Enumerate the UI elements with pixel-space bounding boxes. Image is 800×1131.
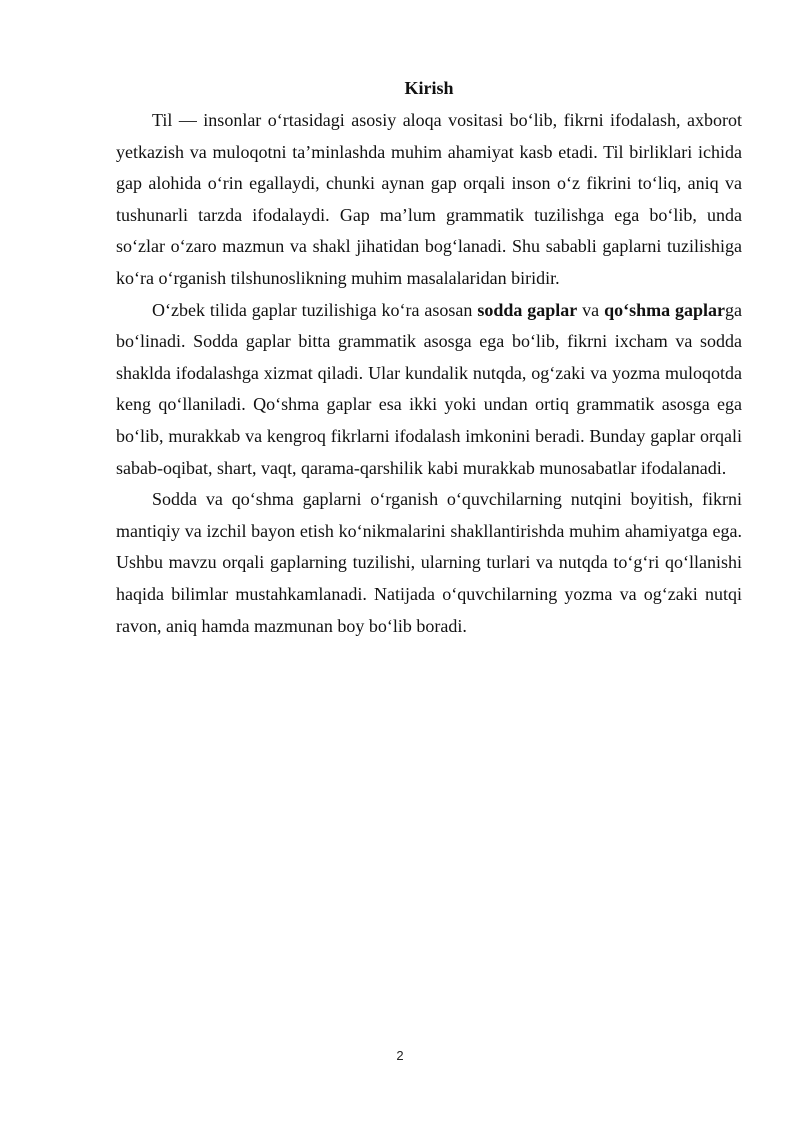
paragraph-3 [116, 484, 742, 642]
term-sodda-gaplar: sodda gaplar [477, 299, 578, 320]
page-number: 2 [396, 1048, 404, 1063]
paragraph-2-text-b: va [577, 299, 605, 320]
paragraph-3-text: Sodda va qo‘shma gaplarni o‘rganish o‘quvchilarning nutqini boyitish, fikrni mantiqiy va izchil bayon etish ko‘nikmalarini shakllantirishda muhim ahamiyatga ega. Ushbu mavzu orqali gaplarning tuzilishi, ularning turlari va nutqda to‘g‘ri qo‘llanishi haqida bilimlar mustahkamlanadi. Natijada o‘quvchilarning yozma va og‘zaki nutqi ravon, aniq hamda mazmunan boy bo‘lib boradi. [116, 489, 742, 636]
paragraph-2-text-c: ga bo‘linadi. Sodda gaplar bitta grammatik asosga ega bo‘lib, fikrni ixcham va sodda shaklda ifodalashga xizmat qiladi. Ular kundalik nutqda, og‘zaki va yozma muloqotda keng qo‘llaniladi. Qo‘shma gaplar esa ikki yoki undan ortiq grammatik asosga ega bo‘lib, murakkab va kengroq fikrlarni ifodalash imkonini beradi. Bunday gaplar orqali sabab-oqibat, shart, vaqt, qarama-qarshilik kabi murakkab munosabatlar ifodalanadi. [116, 299, 742, 478]
term-qoshma-gaplar: qo‘shma gaplar [604, 299, 725, 320]
page-title: Kirish [404, 78, 454, 98]
paragraph-2 [116, 295, 742, 485]
page-content [116, 72, 742, 642]
paragraph-1-text: Til — insonlar o‘rtasidagi asosiy aloqa vositasi bo‘lib, fikrni ifodalash, axborot yetkazish va muloqotni ta’minlashda muhim ahamiyat kasb etadi. Til birliklari ichida gap alohida o‘rin egallaydi, chunki aynan gap orqali inson o‘z fikrini to‘liq, aniq va tushunarli tarzda ifodalaydi. Gap ma’lum grammatik tuzilishga ega bo‘lib, unda so‘zlar o‘zaro mazmun va shakl jihatidan bog‘lanadi. Shu sababli gaplarni tuzilishiga ko‘ra o‘rganish tilshunoslikning muhim masalalaridan biridir. [116, 110, 742, 288]
paragraph-1 [116, 105, 742, 295]
paragraph-2-text-a: O‘zbek tilida gaplar tuzilishiga ko‘ra asosan [152, 299, 478, 320]
